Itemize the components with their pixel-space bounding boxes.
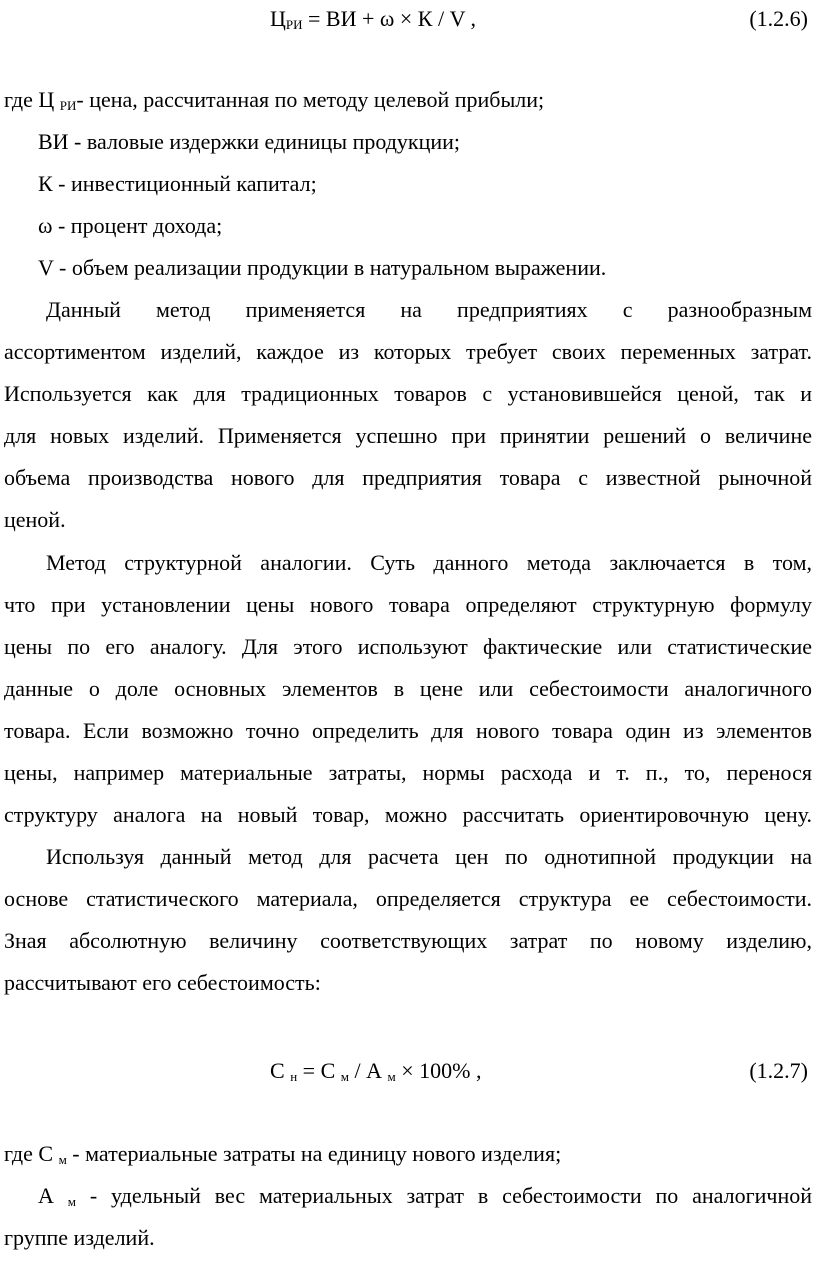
paragraph-line: для новых изделий. Применяется успешно при принятии решений о величине [4, 423, 812, 448]
paragraph-line: Используя данный метод для расчета цен по однотипной продукции на [46, 844, 812, 869]
definition-income-percent: ω - процент дохода; [38, 213, 223, 238]
definition-material-costs: где С $_м$ - материальные затраты на единицу нового изделия; [4, 1141, 562, 1167]
paragraph-line: объема производства нового для предприятия товара с известной рыночной [4, 465, 812, 490]
paragraph-2 [4, 550, 812, 844]
paragraph-3 [4, 844, 812, 1012]
paragraph-line: ассортиментом изделий, каждое из которых требует своих переменных затрат. [4, 339, 812, 364]
definition-capital: К - инвестиционный капитал; [38, 171, 317, 196]
definition-volume: V - объем реализации продукции в натуральном выражении. [38, 255, 607, 280]
paragraph-line: группе изделий. [4, 1225, 155, 1250]
formula-1-2-6: $Ц_{РИ}$ = ВИ + ω × К / V , [270, 6, 477, 32]
paragraph-line: рассчитывают его себестоимость: [4, 970, 321, 995]
paragraph-line: Зная абсолютную величину соответствующих затрат по новому изделию, [4, 928, 812, 953]
paragraph-line: данные о доле основных элементов в цене или себестоимости аналогичного [4, 676, 812, 701]
paragraph-1 [4, 297, 812, 549]
paragraph-line: цены, например материальные затраты, нормы расхода и т. п., то, перенося [4, 760, 812, 785]
equation-number-1-2-7: (1.2.7) [749, 1058, 808, 1083]
definition-material-share: А $_м$ - удельный вес материальных затрат в себестоимости по аналогичной группе изделий. [4, 1183, 812, 1267]
paragraph-line: Данный метод применяется на предприятиях с разнообразным [46, 297, 812, 322]
equation-number-1-2-6: (1.2.6) [749, 6, 808, 31]
paragraph-line: ценой. [4, 507, 66, 532]
formula-1-2-7: С $_н$ = С $_м$ / А $_м$ × 100% , [270, 1058, 482, 1084]
paragraph-line: цены по его аналогу. Для этого используют фактические или статистические [4, 634, 812, 659]
paragraph-line: Используется как для традиционных товаров с установившейся ценой, так и [4, 381, 812, 406]
definition-gross-costs: ВИ - валовые издержки единицы продукции; [38, 129, 461, 154]
paragraph-line: что при установлении цены нового товара определяют структурную формулу [4, 592, 812, 617]
paragraph-line: основе статистического материала, определяется структура ее себестоимости. [4, 886, 812, 911]
paragraph-line: структуру аналога на новый товар, можно рассчитать ориентировочную цену. [4, 802, 812, 827]
definition-price: где Ц $_{РИ}$- цена, рассчитанная по методу целевой прибыли; [4, 87, 545, 113]
paragraph-line: Метод структурной аналогии. Суть данного метода заключается в том, [46, 550, 812, 575]
paragraph-line: товара. Если возможно точно определить для нового товара один из элементов [4, 718, 812, 743]
